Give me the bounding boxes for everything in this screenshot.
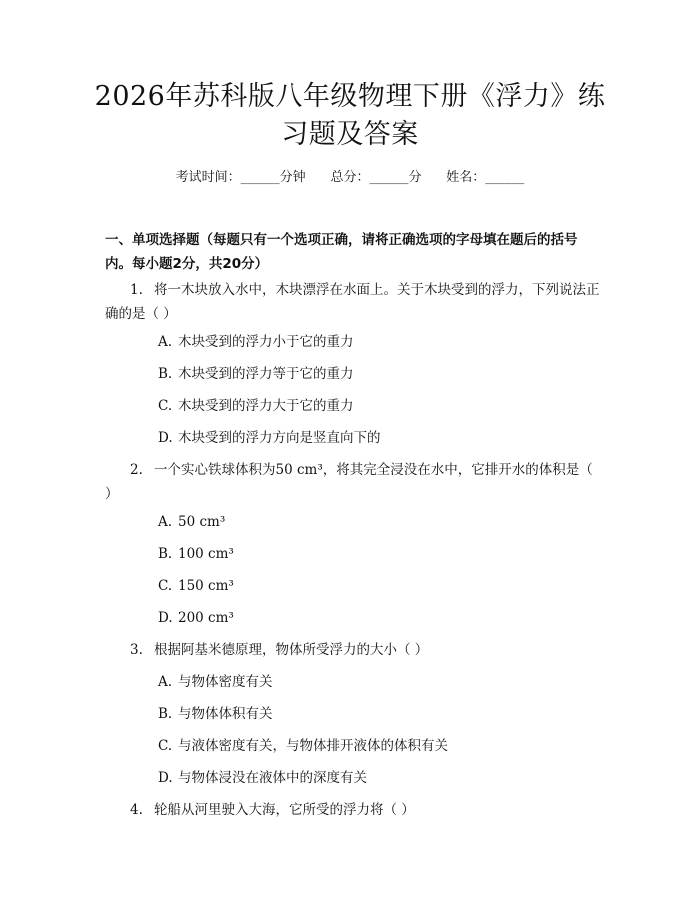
option-text: 与物体浸没在液体中的深度有关	[178, 770, 367, 786]
question-1	[105, 278, 600, 326]
option-letter: C.	[158, 398, 173, 414]
option-text: 50 cm³	[178, 514, 226, 530]
question-text: 一个实心铁球体积为50 cm³，将其完全浸没在水中，它排开水的体积是（ ）	[105, 462, 593, 502]
option-2b	[158, 542, 598, 566]
option-1b	[158, 362, 598, 386]
page-title: 2026年苏科版八年级物理下册《浮力》练习题及答案	[94, 81, 606, 150]
question-2	[105, 458, 600, 506]
option-text: 100 cm³	[178, 546, 234, 562]
question-text: 根据阿基米德原理，物体所受浮力的大小（ ）	[154, 642, 429, 658]
option-1d	[158, 426, 598, 450]
question-3	[105, 638, 600, 662]
section-heading: 一、单项选择题（每题只有一个选项正确，请将正确选项的字母填在题后的括号内。每小题2分，共20分）	[105, 232, 578, 272]
question-text: 将一木块放入水中，木块漂浮在水面上。关于木块受到的浮力，下列说法正确的是（ ）	[105, 282, 600, 322]
option-letter: D.	[158, 430, 173, 446]
option-letter: C.	[158, 738, 173, 754]
option-text: 与液体密度有关，与物体排开液体的体积有关	[178, 738, 448, 754]
option-letter: D.	[158, 770, 173, 786]
option-letter: C.	[158, 578, 173, 594]
option-text: 200 cm³	[178, 610, 234, 626]
option-text: 木块受到的浮力等于它的重力	[178, 366, 354, 382]
option-letter: A.	[158, 674, 173, 690]
question-number: 4.	[130, 802, 143, 818]
option-3b	[158, 702, 598, 726]
question-4	[105, 798, 600, 822]
student-name-label: 姓名：______	[446, 170, 525, 185]
question-number: 3.	[130, 642, 143, 658]
option-2c	[158, 574, 598, 598]
option-text: 木块受到的浮力大于它的重力	[178, 398, 354, 414]
option-text: 木块受到的浮力方向是竖直向下的	[178, 430, 381, 446]
option-letter: A.	[158, 334, 173, 350]
option-letter: B.	[158, 546, 173, 562]
option-1a	[158, 330, 598, 354]
option-letter: B.	[158, 706, 173, 722]
option-text: 与物体密度有关	[178, 674, 273, 690]
option-text: 木块受到的浮力小于它的重力	[178, 334, 354, 350]
question-number: 1.	[130, 282, 143, 298]
option-2a	[158, 510, 598, 534]
option-text: 150 cm³	[178, 578, 234, 594]
option-letter: A.	[158, 514, 173, 530]
option-3a	[158, 670, 598, 694]
exam-meta	[0, 168, 700, 188]
option-3d	[158, 766, 598, 790]
option-letter: B.	[158, 366, 173, 382]
exam-time-label: 考试时间：______分钟	[175, 170, 306, 185]
option-2d	[158, 606, 598, 630]
option-3c	[158, 734, 598, 758]
question-number: 2.	[130, 462, 143, 478]
option-text: 与物体体积有关	[178, 706, 273, 722]
question-text: 轮船从河里驶入大海，它所受的浮力将（ ）	[154, 802, 415, 818]
option-letter: D.	[158, 610, 173, 626]
option-1c	[158, 394, 598, 418]
total-score-label: 总分：______分	[330, 170, 422, 185]
